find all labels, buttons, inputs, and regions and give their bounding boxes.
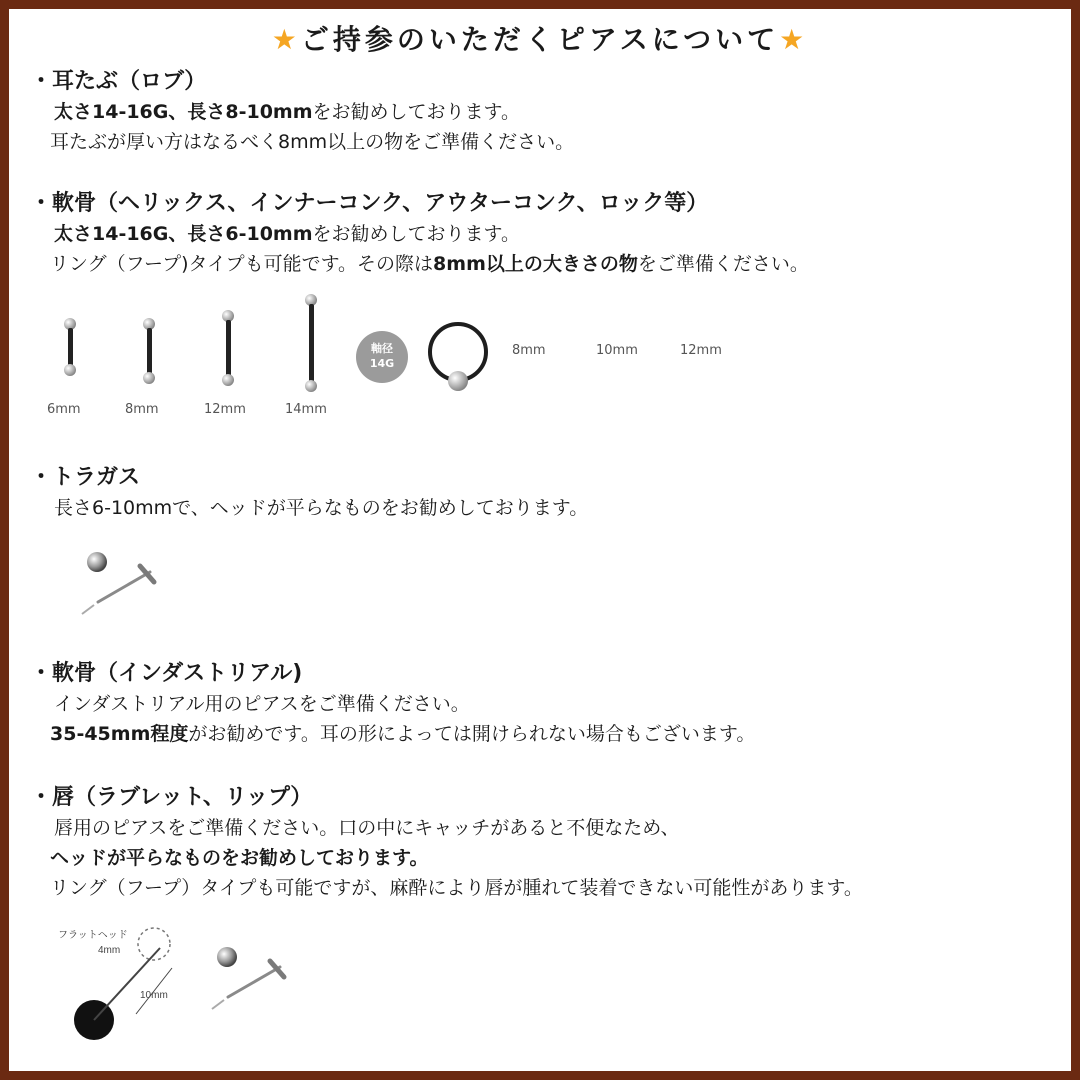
labret-pin-shaft [98,572,150,602]
page-title [0,18,1080,58]
barbell-label-12mm: 12mm [204,402,246,417]
labret-flat-head [140,566,154,582]
cartilage-size-rest: をお勧めしております。 [312,223,520,245]
cartilage-size-bold: 太さ14-16G、長さ6-10mm [54,223,313,245]
barbell-ball-icon [305,380,317,392]
earlobe-heading: ・耳たぶ（ロブ） [30,69,207,94]
flat-labret-pin-image [70,540,170,630]
cartilage-ring-post: をご準備ください。 [637,253,809,275]
industrial-length [30,719,755,749]
cartilage-ring-pre: リング（フープ)タイプも可能です。その際は [50,253,434,275]
earlobe-size-rest: をお勧めしております。 [312,101,520,123]
barbell-rod [68,328,73,366]
labret-pin-tip [82,605,94,614]
industrial-length-rest: がお勧めです。耳の形によっては開けられない場合もございます。 [188,723,756,745]
labret-pin-tip [212,1000,224,1009]
section-cartilage [30,186,809,279]
lip-note-1: 唇用のピアスをご準備ください。口の中にキャッチがあると不便なため、 [54,817,680,839]
labret-flat-head [270,961,284,977]
earlobe-note: 耳たぶが厚い方はなるべく8mm以上の物をご準備ください。 [50,131,575,153]
cartilage-heading: ・軟骨（ヘリックス、インナーコンク、アウターコンク、ロック等） [30,191,709,216]
cartilage-ring-bold: 8mm以上の大きさの物 [433,253,638,275]
ring-size-8mm: 8mm [512,343,546,358]
barbell-14mm-image [301,294,321,392]
section-lip [30,780,863,903]
barbell-12mm-image [218,310,238,386]
earlobe-size-bold: 太さ14-16G、長さ8-10mm [54,101,313,123]
barbell-8mm-image [139,318,159,384]
barbell-6mm-image [60,318,80,376]
lip-note-2: ヘッドが平らなものをお勧めしております。 [50,847,429,869]
diagram-length-label: 10mm [140,990,168,1001]
barbell-rod [147,328,152,374]
barbell-rod [309,304,314,382]
barbell-ball-icon [143,372,155,384]
barbell-ball-icon [64,364,76,376]
gauge-badge-line1: 軸径 [371,342,393,355]
lip-note-3: リング（フープ）タイプも可能ですが、麻酔により唇が腫れて装着できない可能性があります。 [50,877,863,899]
cartilage-size [30,219,809,249]
hoop-ball-icon [448,371,468,391]
star-icon-right: ★ [779,23,809,56]
labret-ball-icon [87,552,107,572]
barbell-ball-icon [222,374,234,386]
lip-labret-diagram [50,920,200,1045]
industrial-note: インダストリアル用のピアスをご準備ください。 [54,693,470,715]
barbell-label-8mm: 8mm [125,402,159,417]
section-earlobe [30,64,574,157]
ring-size-12mm: 12mm [680,343,722,358]
labret-ball-icon [217,947,237,967]
barbell-rod [226,320,231,376]
cartilage-ring-note [30,249,809,279]
barbell-label-14mm: 14mm [285,402,327,417]
diagram-head-size: 4mm [98,945,121,956]
diagram-shaft [94,948,160,1020]
gauge-badge-line2: 14G [369,357,395,370]
labret-pin-shaft [228,967,280,997]
title-text: ご持参のいただくピアスについて [300,23,780,56]
diagram-flat-head-label: フラットヘッド [58,930,128,941]
industrial-length-bold: 35-45mm程度 [50,723,189,745]
lip-labret-pin-image [200,935,300,1025]
barbell-label-6mm: 6mm [47,402,81,417]
lip-heading: ・唇（ラブレット、リップ） [30,785,313,810]
industrial-heading: ・軟骨（インダストリアル) [30,661,303,686]
section-industrial [30,656,755,749]
earlobe-size [30,97,574,127]
tragus-note: 長さ6-10mmで、ヘッドが平らなものをお勧めしております。 [54,497,589,519]
ring-size-10mm: 10mm [596,343,638,358]
section-tragus [30,460,588,523]
tragus-heading: ・トラガス [30,465,141,490]
gauge-badge [356,331,408,383]
star-icon-left: ★ [271,23,301,56]
